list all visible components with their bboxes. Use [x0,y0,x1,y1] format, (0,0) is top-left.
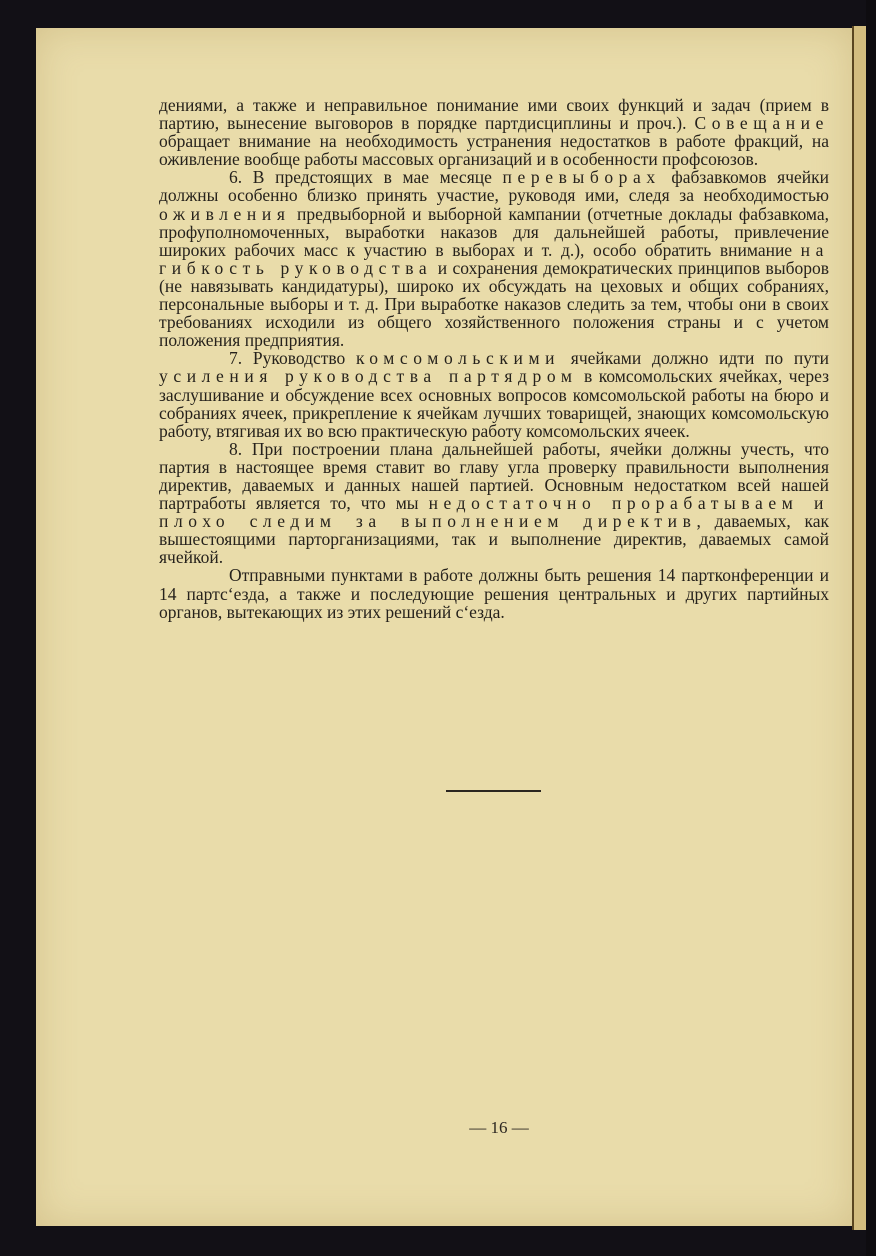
text-run: 7. Руководство [229,348,357,369]
text-run: фабзавкомов ячейки должны особенно близко принять участие, руководя ими, следя за необходимостью [159,167,829,206]
emphasized-text: усиления руководства партядром [159,366,578,387]
body-text [159,96,829,621]
text-run: ячейками должно идти по пути [560,348,829,369]
emphasized-text: на гибкость руководства [159,239,829,278]
text-run: Отправными пунктами в работе должны быть решения 14 партконференции и 14 партс‘езда, а также и последующие решения центральных и других партийных органов, вытекающих из этих решений с‘езда. [159,565,829,622]
emphasized-text: Совещание [694,113,829,134]
text-run: дениями, а также и неправильное понимание ими своих функций и задач (прием в партию, вынесение выговоров в порядке партдисциплины и проч.). [159,95,829,134]
emphasized-text: комсомольскими [356,348,561,369]
text-run: 6. В предстоящих в мае месяце [229,167,503,188]
scan-border [866,0,876,1256]
text-run: в комсомольских ячейках, через заслушивание и обсуждение всех основных вопросов комсомольской работы на бюро и собраниях ячеек, прикрепление к ячейкам лучших товарищей, знающих комсомольскую работу, втягивая их во всю практическую работу комсомольских ячеек. [159,366,829,441]
text-run: обращает внимание на необходимость устранения недостатков в работе фракций, на оживление вообще работы массовых организаций и в особенности профсоюзов. [159,131,829,170]
paragraph-continuation [159,96,829,168]
text-run: предвыборной и выборной кампании (отчетные доклады фабзавкома, профуполномоченных, выработки наказов для дальнейшей работы, привлечение широких рабочих масс к участию в выборах и т. д.), особо обратить внимание [159,203,829,260]
section-divider [446,790,541,792]
emphasized-text: недостаточно прорабатываем и плохо следим за выполнением директив [159,493,829,532]
paragraph-item-7 [159,349,829,439]
emphasized-text: перевыборах [502,167,661,188]
text-run: и сохранения демократических принципов выборов (не навязывать кандидатуры), широко их обсуждать на цеховых и общих собраниях, персональные выборы и т. д. При выработке наказов следить за тем, чтобы они в своих требованиях исходили из общего хозяйственного положения страны и с учетом положения предприятия. [159,257,829,351]
page-number: — 16 — [469,1118,529,1137]
emphasized-text: оживления [159,203,291,224]
paragraph-item-6 [159,168,829,349]
paragraph-item-8 [159,440,829,567]
text-run: , даваемых, как вышестоящими парторганизациями, так и выполнение директив, даваемых самой ячейкой. [159,511,829,568]
paragraph-conclusion [159,566,829,620]
text-run: 8. При построении плана дальнейшей работы, ячейки должны учесть, что партия в настоящее время ставит во главу угла проверку правильности выполнения директив, даваемых и данных нашей партией. Основным недостатком всей нашей партработы является то, что мы [159,438,829,514]
